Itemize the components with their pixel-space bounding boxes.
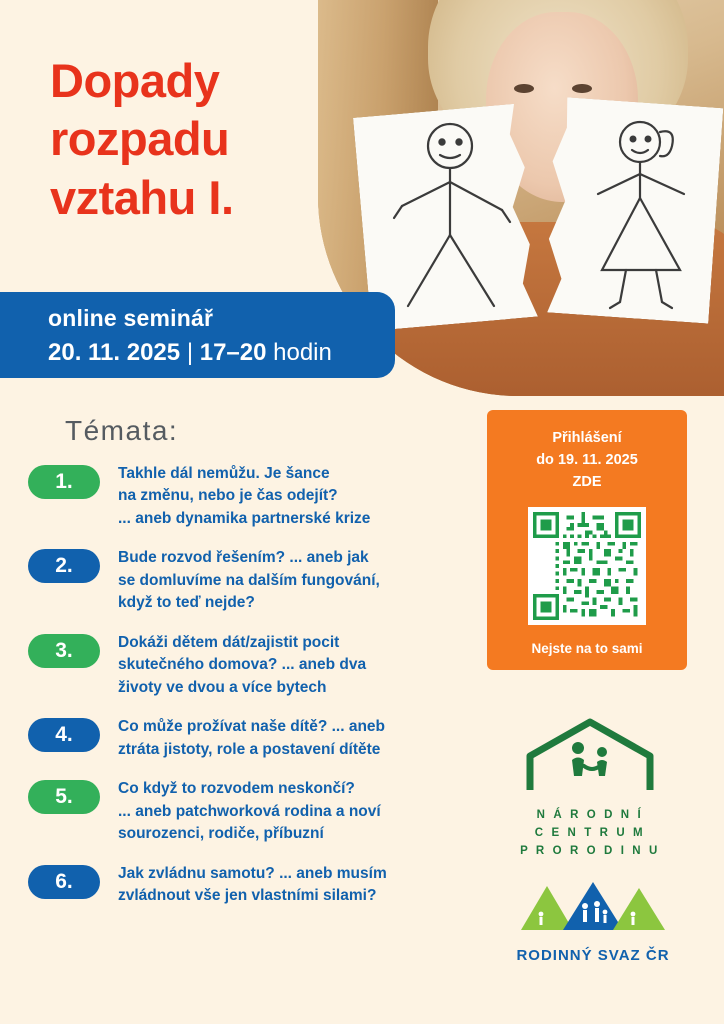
photo-child-eye-right bbox=[572, 84, 592, 93]
registration-line-3: ZDE bbox=[572, 473, 602, 490]
topic-text bbox=[118, 547, 380, 614]
event-separator: | bbox=[186, 339, 194, 366]
mountains-family-icon bbox=[513, 880, 673, 936]
event-date: 20. 11. 2025 bbox=[48, 339, 181, 366]
house-family-icon bbox=[520, 716, 660, 792]
event-datetime bbox=[48, 339, 395, 367]
photo-child-eye-left bbox=[514, 84, 534, 93]
registration-line-1: Přihlášení bbox=[552, 430, 622, 446]
list-item bbox=[28, 778, 468, 845]
topic-line: ... aneb dynamika partnerské krize bbox=[118, 509, 371, 527]
registration-title bbox=[487, 428, 687, 493]
topic-text bbox=[118, 463, 370, 530]
topic-text bbox=[118, 863, 387, 908]
list-item bbox=[28, 716, 468, 761]
topic-line: ztráta jistoty, role a postavení dítěte bbox=[118, 740, 381, 758]
registration-line-2: do 19. 11. 2025 bbox=[536, 451, 638, 468]
topic-line: Dokáži dětem dát/zajistit pocit bbox=[118, 633, 340, 651]
topic-text bbox=[118, 716, 385, 761]
topic-line: Jak zvládnu samotu? ... aneb musím bbox=[118, 864, 387, 882]
topic-number-badge: 6. bbox=[28, 865, 100, 899]
logo-rs-text: RODINNÝ SVAZ ČR bbox=[516, 947, 670, 964]
qr-code-icon[interactable] bbox=[528, 507, 646, 625]
topics-list bbox=[28, 463, 468, 925]
topic-line: na změnu, nebo je čas odejít? bbox=[118, 487, 338, 505]
logo-rodinny-svaz-cr bbox=[508, 880, 678, 964]
event-time-unit: hodin bbox=[273, 339, 332, 366]
topic-number-badge: 2. bbox=[28, 549, 100, 583]
drawing-girl-figure bbox=[568, 102, 718, 316]
topics-heading: Témata: bbox=[65, 415, 179, 446]
topic-line: se domluvíme na dalším fungování, bbox=[118, 571, 380, 589]
title-line-3: vztahu I. bbox=[50, 170, 234, 224]
topic-number-badge: 1. bbox=[28, 465, 100, 499]
topic-line: Takhle dál nemůžu. Je šance bbox=[118, 465, 330, 482]
page-title bbox=[50, 52, 350, 227]
topic-line: Bude rozvod řešením? ... aneb jak bbox=[118, 549, 369, 567]
logo-ncr-text bbox=[520, 807, 660, 860]
topic-number-badge: 3. bbox=[28, 634, 100, 668]
registration-footer: Nejste na to sami bbox=[531, 641, 643, 657]
topic-line: Co když to rozvodem neskončí? bbox=[118, 780, 355, 798]
registration-card[interactable] bbox=[487, 410, 687, 670]
drawing-boy-figure bbox=[374, 110, 534, 324]
topic-line: zvládnout vše jen vlastními silami? bbox=[118, 887, 377, 905]
topic-text bbox=[118, 632, 366, 699]
topic-text bbox=[118, 778, 381, 845]
list-item bbox=[28, 632, 468, 699]
topic-line: sourozenci, rodiče, příbuzní bbox=[118, 825, 324, 843]
logo-ncr-line-1: N Á R O D N Í bbox=[536, 809, 644, 821]
event-type: online seminář bbox=[48, 305, 214, 331]
topic-line: skutečného domova? ... aneb dva bbox=[118, 656, 367, 674]
logo-ncr-line-3: P R O R O D I N U bbox=[520, 844, 660, 857]
list-item bbox=[28, 863, 468, 908]
logo-narodni-centrum-pro-rodinu bbox=[520, 716, 660, 860]
topic-number-badge: 4. bbox=[28, 718, 100, 752]
topic-line: ... aneb patchworková rodina a noví bbox=[118, 802, 381, 820]
topic-number-badge: 5. bbox=[28, 780, 100, 814]
topic-line: když to teď nejde? bbox=[118, 594, 255, 612]
topic-line: Co může prožívat naše dítě? ... aneb bbox=[118, 718, 385, 736]
title-line-1: Dopady bbox=[50, 54, 220, 107]
list-item bbox=[28, 547, 468, 614]
title-line-2: rozpadu bbox=[50, 112, 230, 166]
list-item bbox=[28, 463, 468, 530]
event-time: 17–20 bbox=[199, 339, 267, 366]
event-banner bbox=[0, 292, 395, 378]
topic-line: životy ve dvou a více bytech bbox=[118, 678, 327, 696]
logo-ncr-line-2: C E N T R U M bbox=[534, 826, 646, 839]
